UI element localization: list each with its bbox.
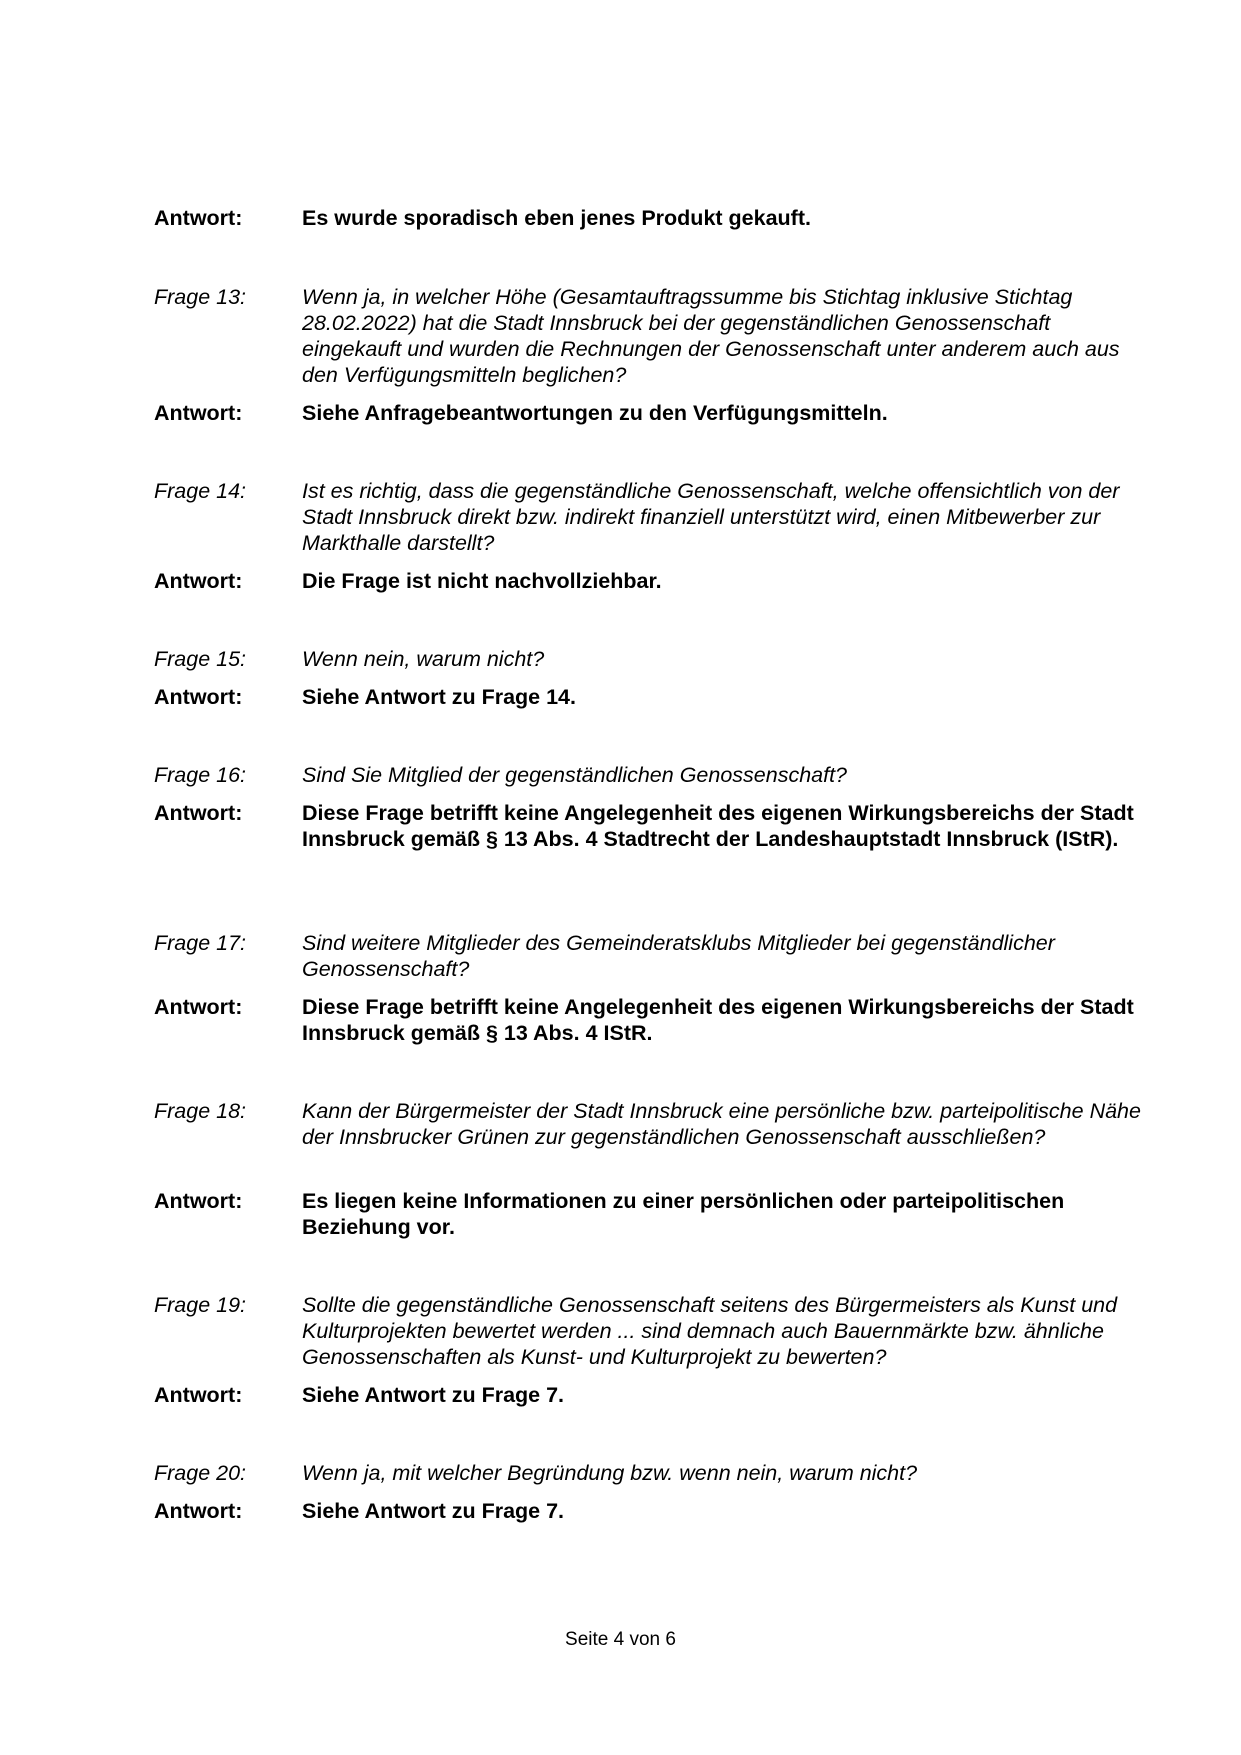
question-text: Kann der Bürgermeister der Stadt Innsbruck eine persönliche bzw. parteipolitische Nähe der Innsbrucker Grünen zur gegenständlichen Genossenschaft ausschließen? xyxy=(302,1099,1141,1149)
question-label: Frage 19: xyxy=(154,1293,247,1317)
question-text: Sollte die gegenständliche Genossenschaft seitens des Bürgermeisters als Kunst und Kulturprojekten bewertet werden ... sind demnach auch Bauernmärkte bzw. ähnliche Genossenschaften als Kunst- und Kulturprojekt zu bewerten? xyxy=(302,1293,1118,1369)
question-block xyxy=(154,284,1144,388)
question-label: Frage 16: xyxy=(154,763,247,787)
question-text: Sind weitere Mitglieder des Gemeinderatsklubs Mitglieder bei gegenständlicher Genossenschaft? xyxy=(302,931,1055,981)
answer-text: Siehe Antwort zu Frage 7. xyxy=(302,1383,565,1407)
question-text: Wenn ja, in welcher Höhe (Gesamtauftragssumme bis Stichtag inklusive Stichtag 28.02.2022) hat die Stadt Innsbruck bei der gegenständlichen Genossenschaft eingekauft und wurden die Rechnungen der Genossenschaft unter anderem auch aus den Verfügungsmitteln beglichen? xyxy=(302,285,1120,387)
question-text: Wenn nein, warum nicht? xyxy=(302,647,545,671)
answer-block xyxy=(154,1188,1144,1240)
question-block xyxy=(154,1292,1144,1370)
question-block xyxy=(154,1460,1144,1486)
answer-block xyxy=(154,1498,1144,1524)
answer-label: Antwort: xyxy=(154,801,243,825)
question-block xyxy=(154,762,1144,788)
question-label: Frage 20: xyxy=(154,1461,247,1485)
question-block xyxy=(154,478,1144,556)
question-block xyxy=(154,930,1144,982)
answer-text: Diese Frage betrifft keine Angelegenheit des eigenen Wirkungsbereichs der Stadt Innsbruck gemäß § 13 Abs. 4 IStR. xyxy=(302,995,1134,1045)
answer-text: Es liegen keine Informationen zu einer persönlichen oder parteipolitischen Beziehung vor. xyxy=(302,1189,1065,1239)
answer-text: Die Frage ist nicht nachvollziehbar. xyxy=(302,569,662,593)
answer-text: Siehe Antwort zu Frage 7. xyxy=(302,1499,565,1523)
answer-block xyxy=(154,205,1144,231)
answer-block xyxy=(154,400,1144,426)
answer-block xyxy=(154,994,1144,1046)
answer-text: Es wurde sporadisch eben jenes Produkt gekauft. xyxy=(302,206,811,230)
question-label: Frage 15: xyxy=(154,647,247,671)
answer-label: Antwort: xyxy=(154,569,243,593)
answer-block xyxy=(154,1382,1144,1408)
answer-label: Antwort: xyxy=(154,995,243,1019)
page-number: Seite 4 von 6 xyxy=(565,1629,676,1650)
question-block xyxy=(154,646,1144,672)
answer-label: Antwort: xyxy=(154,1383,243,1407)
answer-text: Diese Frage betrifft keine Angelegenheit des eigenen Wirkungsbereichs der Stadt Innsbruck gemäß § 13 Abs. 4 Stadtrecht der Landeshauptstadt Innsbruck (IStR). xyxy=(302,801,1134,851)
answer-label: Antwort: xyxy=(154,1189,243,1213)
question-label: Frage 14: xyxy=(154,479,247,503)
question-label: Frage 17: xyxy=(154,931,247,955)
answer-block xyxy=(154,800,1144,852)
answer-label: Antwort: xyxy=(154,206,243,230)
question-text: Ist es richtig, dass die gegenständliche Genossenschaft, welche offensichtlich von der Stadt Innsbruck direkt bzw. indirekt finanziell unterstützt wird, einen Mitbewerber zur Markthalle darstellt? xyxy=(302,479,1120,555)
question-block xyxy=(154,1098,1144,1150)
question-text: Wenn ja, mit welcher Begründung bzw. wenn nein, warum nicht? xyxy=(302,1461,918,1485)
answer-text: Siehe Anfragebeantwortungen zu den Verfügungsmitteln. xyxy=(302,401,888,425)
answer-text: Siehe Antwort zu Frage 14. xyxy=(302,685,576,709)
answer-block xyxy=(154,568,1144,594)
question-label: Frage 18: xyxy=(154,1099,247,1123)
question-label: Frage 13: xyxy=(154,285,247,309)
answer-label: Antwort: xyxy=(154,1499,243,1523)
answer-label: Antwort: xyxy=(154,685,243,709)
answer-block xyxy=(154,684,1144,710)
answer-label: Antwort: xyxy=(154,401,243,425)
question-text: Sind Sie Mitglied der gegenständlichen Genossenschaft? xyxy=(302,763,848,787)
